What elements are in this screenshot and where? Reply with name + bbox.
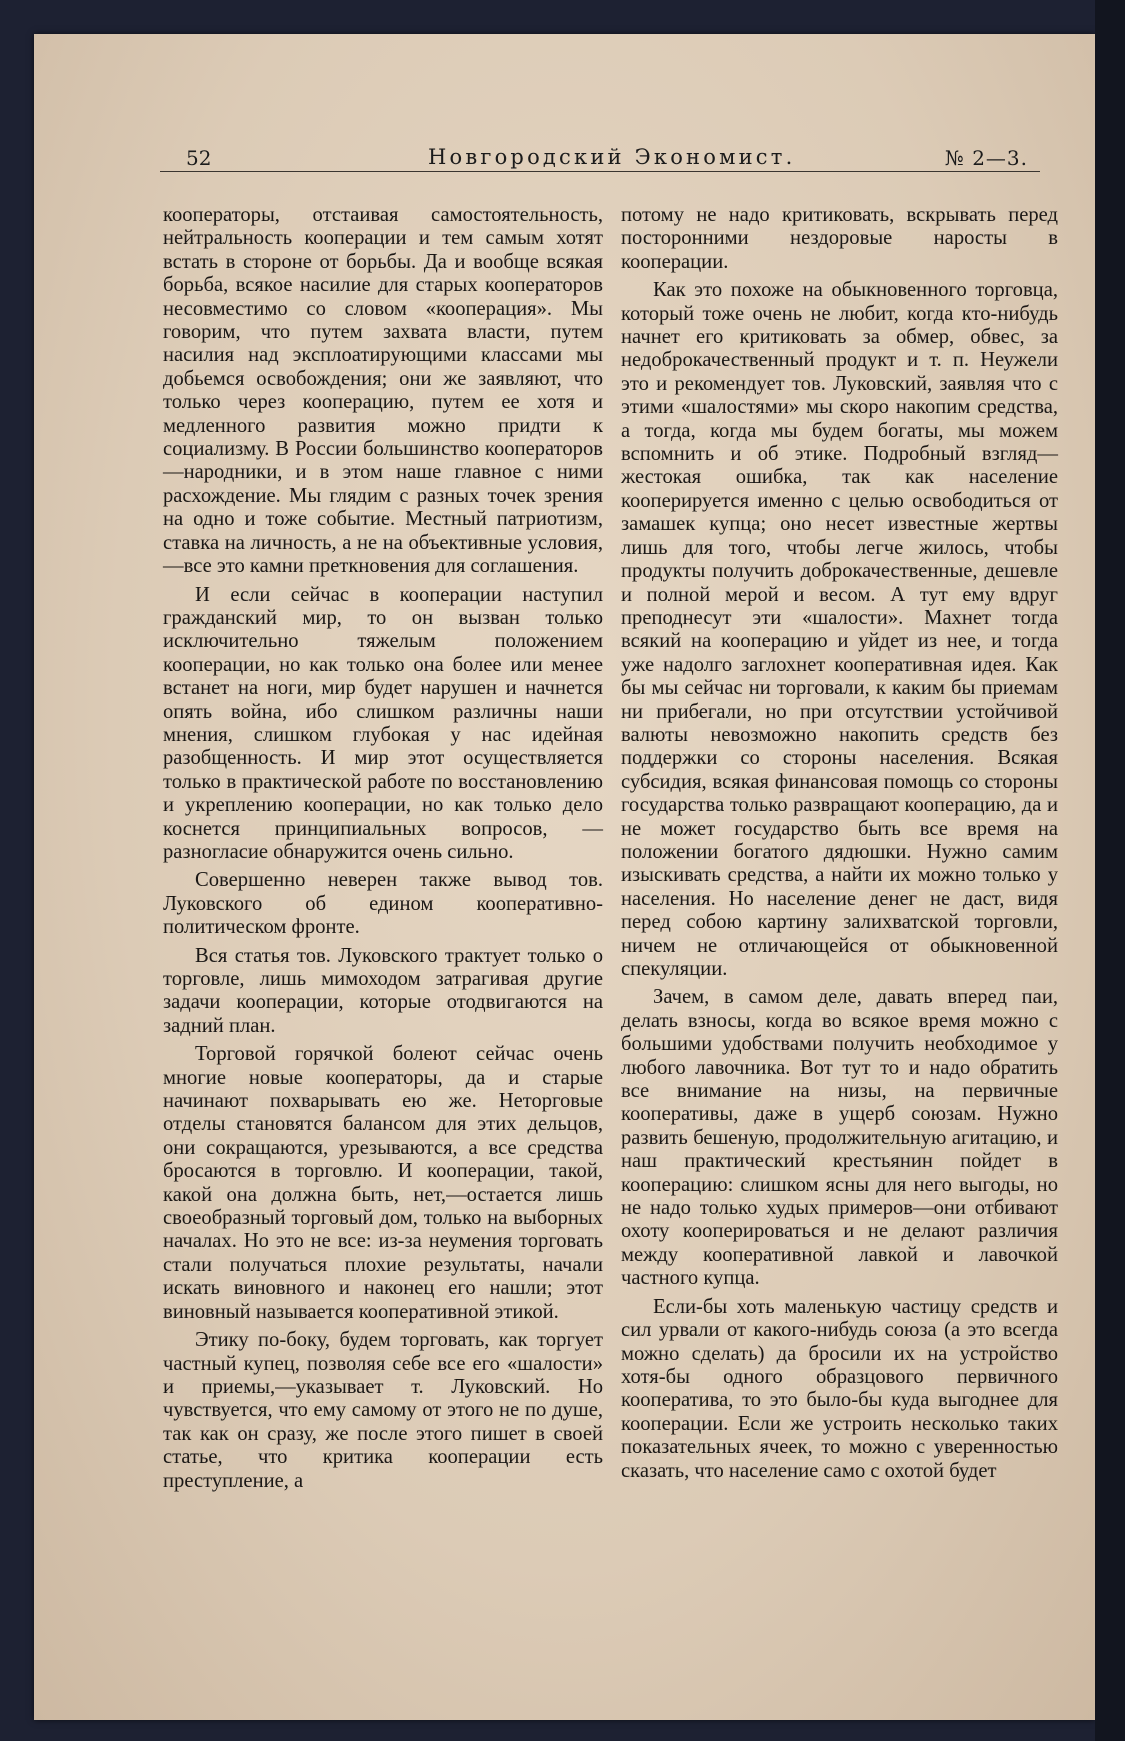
paragraph: И если сейчас в кооперации наступил гражданский мир, то он вызван только исключительно тяжелым положением кооперации, но как только она более или менее встанет на ноги, мир будет нарушен и начнется опять война, ибо слишком различны наши мнения, слишком глубокая у нас идейная разобщенность. И мир этот осуществляется только в практической работе по восстановлению и укреплению кооперации, но как только дело коснется принципиальных вопросов, — разногласие обнаружится очень сильно.: [163, 583, 603, 863]
paragraph: Как это похоже на обыкновенного торговца, который тоже очень не любит, когда кто-нибудь начнет его критиковать за обмер, обвес, за недоброкачественный продукт и т. п. Неужели это и рекомендует тов. Луковский, заявляя что с этими «шалостями» мы скоро накопим средства, а тогда, когда мы будем богаты, мы можем вспомнить и об этике. Подробный взгляд—жестокая ошибка, так как население кооперируется именно с целью освободиться от замашек купца; оно несет известные жертвы лишь для того, чтобы легче жилось, чтобы продукты получить доброкачественные, дешевле и полной мерой и весом. А тут ему вдруг преподнесут эти «шалости». Махнет тогда всякий на кооперацию и уйдет из нее, и тогда уже надолго заглохнет кооперативная идея. Как бы мы сейчас ни торговали, к каким бы приемам ни прибегали, но при отсутствии устойчивой валюты невозможно накопить средств без поддержки со стороны населения. Всякая субсидия, всякая финансовая помощь со стороны государства только развращают кооперацию, да и не может государство быть все время на положении богатого дядюшки. Нужно самим изыскивать средства, а найти их можно только у населения. Но население денег не даст, видя перед собою картину залихватской торговли, ничем не отличающейся от обыкновенной спекуляции.: [621, 279, 1058, 980]
paragraph: Вся статья тов. Луковского трактует только о торговле, лишь мимоходом затрагивая другие задачи кооперации, которые отодвигаются на задний план.: [163, 944, 603, 1037]
issue-number: № 2—3.: [944, 146, 1028, 170]
paragraph: Совершенно неверен также вывод тов. Луковского об едином кооперативно-политическом фронте.: [163, 869, 603, 939]
paragraph: Зачем, в самом деле, давать вперед паи, делать взносы, когда во всякое время можно с большими удобствами получить необходимое у любого лавочника. Вот тут то и надо обратить все внимание на низы, на первичные кооперативы, даже в ущерб союзам. Нужно развить бешеную, продолжительную агитацию, и наш практический крестьянин пойдет в кооперацию: слишком ясны для него выгоды, но не надо только худых примеров—они отбивают охоту кооперироваться и не делают различия между кооперативной лавкой и лавочкой частного купца.: [621, 986, 1058, 1290]
left-column: [163, 204, 603, 1493]
paragraph: кооператоры, отстаивая самостоятельность, нейтральность кооперации и тем самым хотят встать в стороне от борьбы. Да и вообще всякая борьба, всякое насилие для старых кооператоров несовместимо со словом «кооперация». Мы говорим, что путем захвата власти, путем насилия над эксплоатирующими классами мы добьемся освобождения; они же заявляют, что только через кооперацию, путем ее хотя и медленного развития можно придти к социализму. В России большинство кооператоров—народники, и в этом наше главное с ними расхождение. Мы глядим с разных точек зрения на одно и тоже событие. Местный патриотизм, ставка на личность, а не на объективные условия,—все это камни преткновения для соглашения.: [163, 204, 603, 578]
journal-title: Новгородский Экономист.: [428, 145, 796, 169]
paragraph: потому не надо критиковать, вскрывать перед посторонними нездоровые наросты в кооперации.: [621, 204, 1058, 273]
running-header: [128, 142, 1060, 172]
header-rule: [160, 171, 1040, 172]
paragraph: Торговой горячкой болеют сейчас очень многие новые кооператоры, да и старые начинают похварывать ею же. Неторговые отделы становятся балансом для этих дельцов, они сокращаются, урезываются, а все средства бросаются в торговлю. И кооперации, такой, какой она должна быть, нет,—остается лишь своеобразный торговый дом, только на выборных началах. Но это не все: из-за неумения торговать стали получаться плохие результаты, начали искать виновного и наконец его нашли; этот виновный называется кооперативной этикой.: [163, 1043, 603, 1323]
scan-edge: [1095, 0, 1125, 1741]
paragraph: Этику по-боку, будем торговать, как торгует частный купец, позволяя себе все его «шалости» и приемы,—указывает т. Луковский. Но чувствуется, что ему самому от этого не по душе, так как он сразу, же после этого пишет в своей статье, что критика кооперации есть преступление, а: [163, 1329, 603, 1492]
right-column: [621, 204, 1058, 1483]
page-number: 52: [186, 146, 212, 170]
paragraph: Если-бы хоть маленькую частицу средств и сил урвали от какого-нибудь союза (а это всегда можно сделать) да бросили их на устройство хотя-бы одного образцового первичного кооператива, то это было-бы куда выгоднее для кооперации. Если же устроить несколько таких показательных ячеек, то можно с уверенностью сказать, что население само с охотой будет: [621, 1295, 1058, 1482]
